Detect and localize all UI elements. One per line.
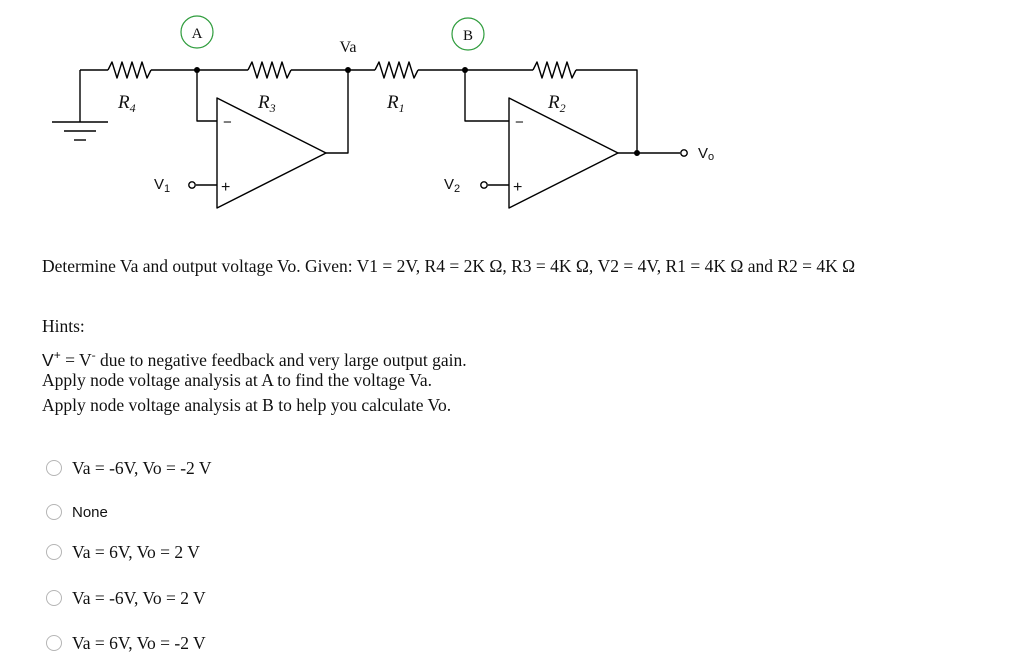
radio-button[interactable] xyxy=(46,460,62,476)
junction-vo xyxy=(634,150,640,156)
node-b-label: B xyxy=(462,28,474,44)
r1-label: $R_1$ xyxy=(387,92,405,115)
v1-label: $V_1$ xyxy=(154,176,171,195)
option-3[interactable] xyxy=(46,541,200,563)
resistor-r3 xyxy=(248,62,291,78)
wire-b-to-inv2 xyxy=(465,70,509,121)
junction-a xyxy=(194,67,200,73)
option-label: None xyxy=(72,503,108,521)
radio-button[interactable] xyxy=(46,504,62,520)
r3-label: $R_3$ xyxy=(258,92,276,115)
resistor-r4 xyxy=(108,62,151,78)
hint-line-1: V+ = V- due to negative feedback and very large output gain. xyxy=(42,348,467,370)
v1-terminal xyxy=(189,182,195,188)
option-label: Va = 6V, Vo = 2 V xyxy=(72,541,200,562)
r2-label: $R_2$ xyxy=(548,92,566,115)
node-a-label: A xyxy=(191,26,203,42)
radio-button[interactable] xyxy=(46,544,62,560)
vo-terminal xyxy=(681,150,687,156)
vo-label: Vo xyxy=(698,145,715,163)
option-2[interactable] xyxy=(46,501,108,523)
resistor-r2 xyxy=(533,62,576,78)
r4-label: $R_4$ xyxy=(118,92,136,115)
opamp1-plus: + xyxy=(221,179,231,196)
option-1[interactable] xyxy=(46,457,212,479)
opamp2-minus: − xyxy=(515,114,524,131)
wire-opamp1-output xyxy=(326,70,348,153)
radio-button[interactable] xyxy=(46,590,62,606)
wire-r2-right xyxy=(576,70,637,154)
v2-terminal xyxy=(481,182,487,188)
circuit-diagram xyxy=(0,0,760,240)
junction-b xyxy=(462,67,468,73)
option-label: Va = 6V, Vo = -2 V xyxy=(72,632,206,653)
junction-va xyxy=(345,67,351,73)
option-4[interactable] xyxy=(46,587,206,609)
radio-button[interactable] xyxy=(46,635,62,651)
hint-line-3: Apply node voltage analysis at B to help you calculate Vo. xyxy=(42,395,452,415)
wire-a-to-inv1 xyxy=(197,70,217,121)
hints-title: Hints: xyxy=(42,316,85,336)
option-label: Va = -6V, Vo = 2 V xyxy=(72,587,206,608)
v2-label: $V_2$ xyxy=(444,176,461,195)
opamp1-minus: − xyxy=(223,114,232,131)
hint-line-2: Apply node voltage analysis at A to find the voltage Va. xyxy=(42,370,432,390)
node-va-label: Va xyxy=(339,39,357,56)
option-5[interactable] xyxy=(46,632,206,654)
question-text: Determine Va and output voltage Vo. Given: V1 = 2V, R4 = 2K Ω, R3 = 4K Ω, V2 = 4V, R1 = 4K Ω and R2 = 4K Ω xyxy=(42,256,856,276)
opamp2-plus: + xyxy=(513,179,523,196)
option-label: Va = -6V, Vo = -2 V xyxy=(72,457,212,478)
resistor-r1 xyxy=(375,62,418,78)
